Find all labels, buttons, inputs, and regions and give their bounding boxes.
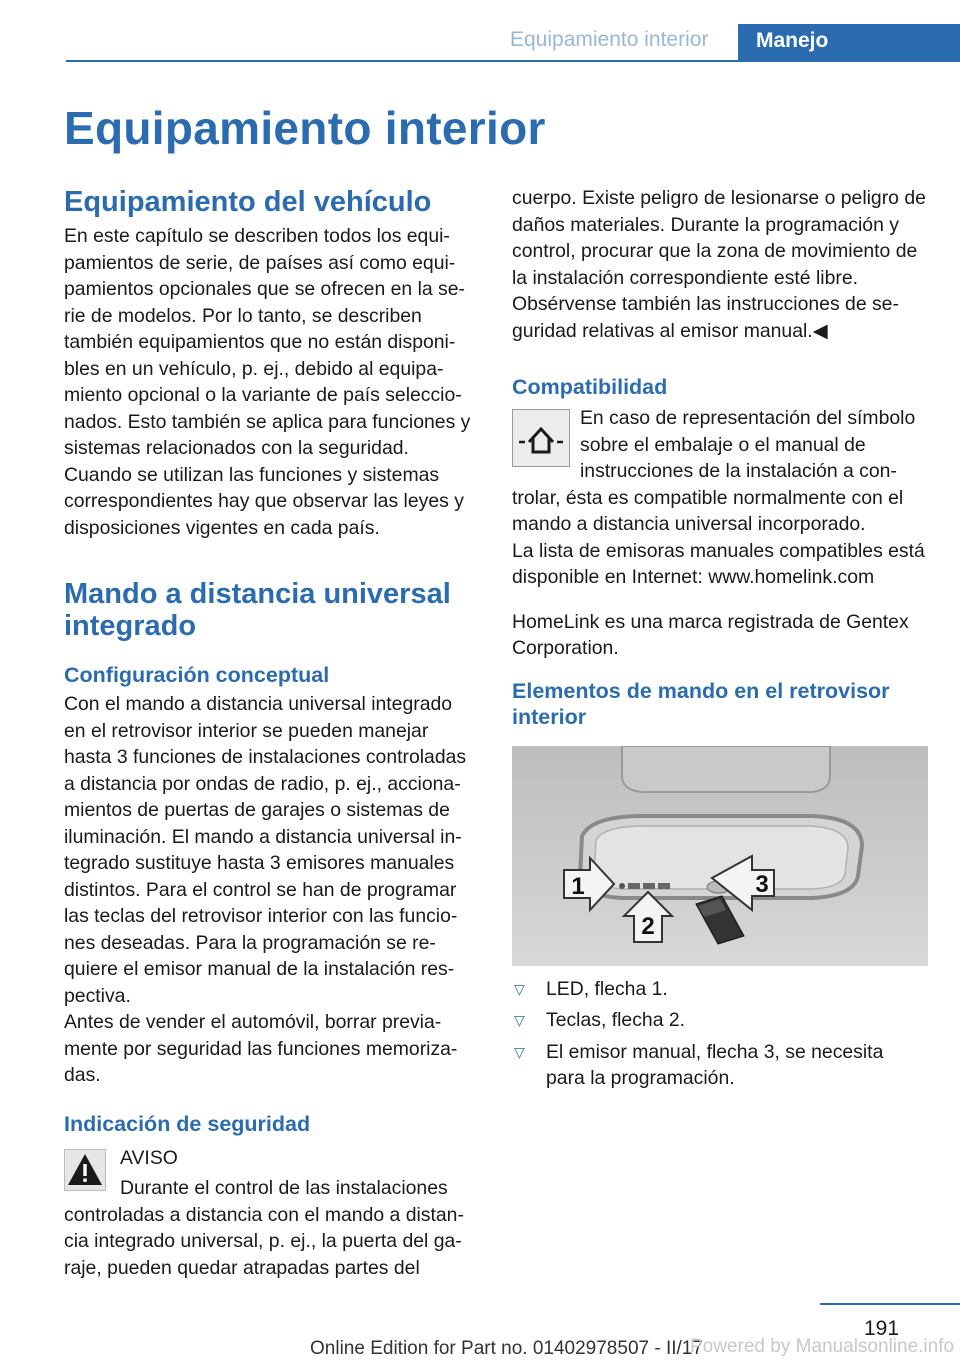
warning-label: AVISO	[120, 1146, 178, 1169]
list-item-text: El emisor manual, flecha 3, se necesita para la programación.	[546, 1040, 884, 1089]
header-rule	[66, 60, 960, 62]
chapter-title: Equipamiento interior	[64, 102, 546, 154]
list-item-text: Teclas, flecha 2.	[546, 1009, 686, 1031]
triangle-bullet-icon: ▽	[514, 1012, 525, 1028]
figure-label-3: 3	[755, 870, 769, 898]
paragraph-compatibilidad: En caso de representación del símbolo sobre el embalaje o el manual de instrucciones de la instalación a con‐trolar, ésta es compatible normalmente con el mando a distancia universal incorporado.	[512, 407, 916, 535]
edition-label: Online Edition for Part no. 01402978507 - II/17	[310, 1338, 703, 1359]
warning-text: Durante el control de las instalaciones controladas a distancia con el mando a distan‐cia integrado universal, p. ej., la puerta del ga‐raje, pueden quedar atrapadas partes del	[64, 1177, 464, 1279]
homelink-house-icon	[512, 409, 570, 467]
list-item-text: LED, flecha 1.	[546, 977, 668, 1000]
figure-legend-list	[512, 976, 926, 1092]
paragraph-equipamiento: En este capítulo se describen todos los equi‐pamientos de serie, de países así como equi‐pamientos opcionales que se ofrecen en la se‐rie de modelos. Por lo tanto, se describen también equipamientos que no están disponi‐bles en un vehículo, p. ej., debido al equipa‐miento opcional o la variante de país seleccio‐nados. Esto también se aplica para funciones y sistemas relacionados con la seguridad. Cuando se utilizan las funciones y sistemas correspondientes hay que observar las leyes y disposiciones vigentes en cada país.	[64, 225, 471, 539]
compatibility-notice	[512, 405, 926, 538]
page-number: 191	[864, 1317, 900, 1340]
figure-label-1: 1	[571, 872, 585, 900]
warning-notice	[64, 1145, 478, 1282]
heading-equipamiento-vehiculo: Equipamiento del vehículo	[64, 186, 432, 218]
paragraph-homelink: HomeLink es una marca registrada de Gentex Corporation.	[512, 610, 909, 659]
heading-compatibilidad: Compatibilidad	[512, 375, 668, 399]
watermark-text: Powered by Manualsonline.info	[690, 1336, 955, 1357]
paragraph-continuacion: cuerpo. Existe peligro de lesionarse o peligro de daños materiales. Durante la programación y control, procurar que la zona de movimiento de la instalación correspondiente esté libre. Obsérvense también las instrucciones de se‐guridad relativas al emisor manual.◀	[512, 187, 926, 342]
right-column	[512, 185, 926, 1097]
heading-elementos: Elementos de mando en el retrovisor interior	[512, 678, 890, 729]
footer-rule	[820, 1303, 960, 1305]
page-header	[0, 0, 960, 62]
heading-configuracion: Configuración conceptual	[64, 663, 330, 687]
header-chapter-tab	[738, 24, 960, 62]
warning-triangle-icon	[64, 1149, 106, 1191]
paragraph-configuracion: Con el mando a distancia universal integrado en el retrovisor interior se pueden manejar hasta 3 funciones de instalaciones controladas a distancia por ondas de radio, p. ej., acciona‐mientos de puertas de garajes o sistemas de iluminación. El mando a distancia universal in‐tegrado sustituye hasta 3 emisores manuales distintos. Para el control se han de programar las teclas del retrovisor interior con las funcio‐nes deseadas. Para la programación se re‐quiere el emisor manual de la instalación res‐pectiva.	[64, 693, 467, 1007]
heading-mando-distancia: Mando a distancia universal integrado	[64, 578, 451, 642]
heading-seguridad: Indicación de seguridad	[64, 1111, 311, 1136]
paragraph-lista: La lista de emisoras manuales compatibles está disponible en Internet: www.homelink.com	[512, 539, 925, 588]
header-chapter-tab-label: Manejo	[756, 29, 829, 52]
figure-label-2: 2	[641, 912, 655, 940]
paragraph-vender: Antes de vender el automóvil, borrar previa‐mente por seguridad las funciones memoriza‐das.	[64, 1011, 458, 1086]
header-section-label: Equipamiento interior	[510, 28, 709, 51]
mirror-figure	[512, 746, 928, 966]
mirror-illustration	[512, 746, 928, 966]
triangle-bullet-icon: ▽	[514, 1043, 525, 1060]
list-item	[512, 1039, 926, 1092]
list-item	[512, 976, 926, 1003]
triangle-bullet-icon: ▽	[514, 980, 525, 997]
list-item	[512, 1007, 926, 1034]
left-column	[64, 188, 478, 1281]
